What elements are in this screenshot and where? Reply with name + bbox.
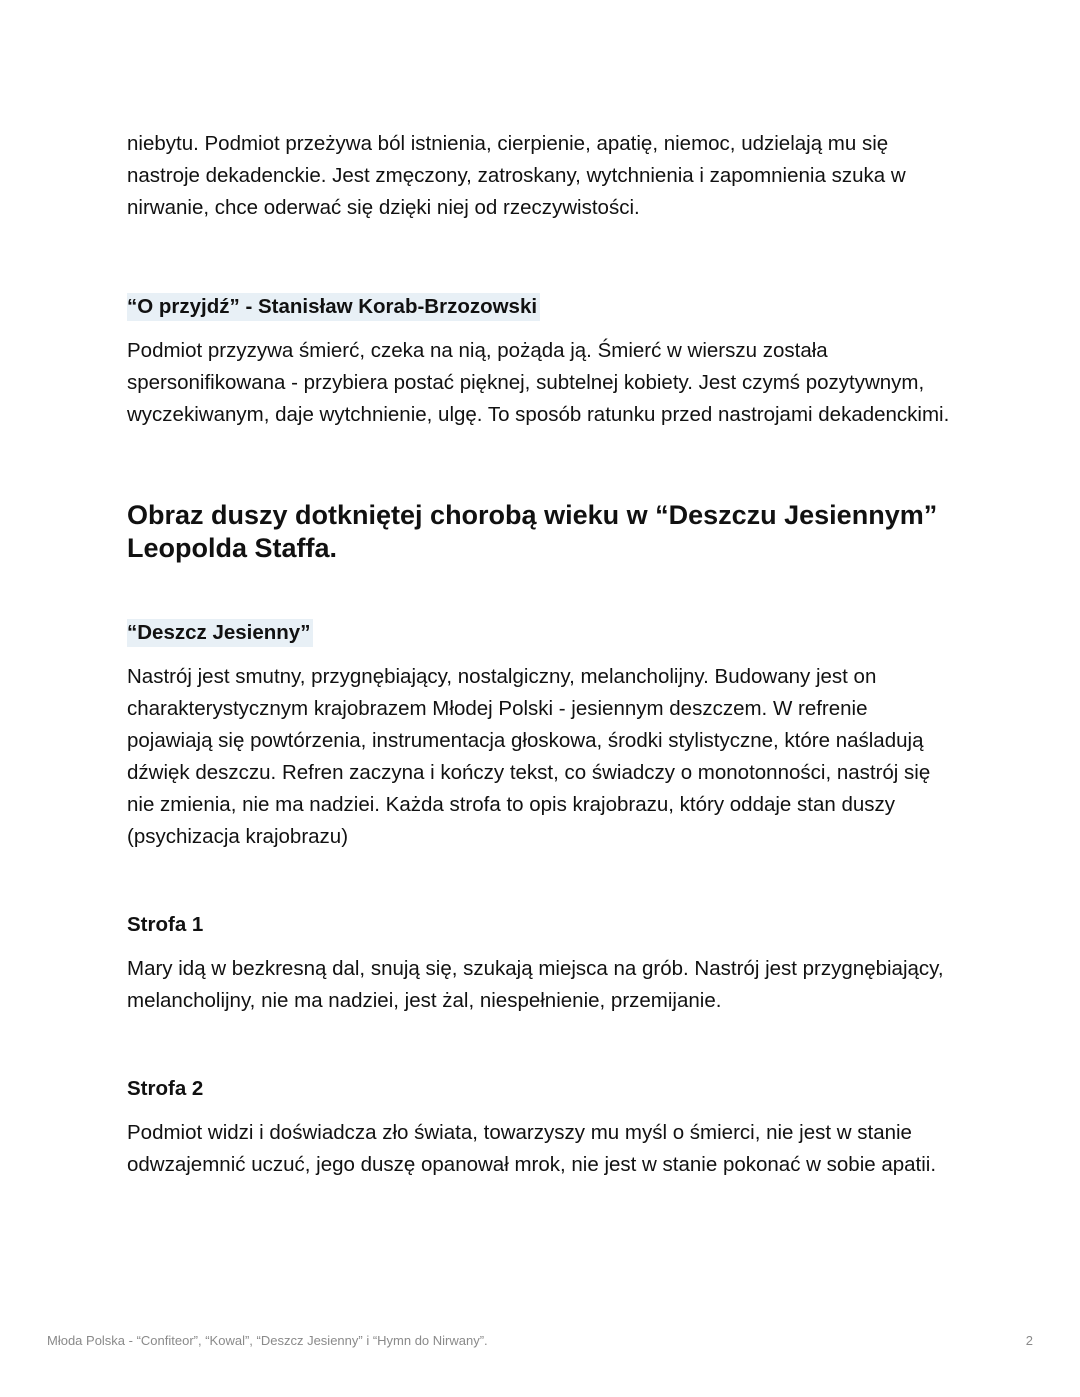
deszcz-jesienny-heading: “Deszcz Jesienny” — [127, 619, 313, 647]
page-footer — [47, 1333, 1033, 1348]
document-page — [127, 128, 957, 1181]
strofa-2-paragraph: Podmiot widzi i doświadcza zło świata, towarzyszy mu myśl o śmierci, nie jest w stanie odwzajemnić uczuć, jego duszę opanował mrok, nie jest w stanie pokonać w sobie apatii. — [127, 1121, 937, 1176]
strofa-1-heading: Strofa 1 — [127, 913, 204, 936]
o-przyjdz-heading: “O przyjdź” - Stanisław Korab-Brzozowski — [127, 293, 540, 321]
section-title: Obraz duszy dotkniętej chorobą wieku w “Deszczu Jesiennym” Leopolda Staffa. — [127, 500, 938, 563]
intro-paragraph: niebytu. Podmiot przeżywa ból istnienia, cierpienie, apatię, niemoc, udzielają mu się nastroje dekadenckie. Jest zmęczony, zatroskany, wytchnienia i zapomnienia szuka w nirwanie, chce oderwać się dzięki niej od rzeczywistości. — [127, 132, 906, 219]
strofa-2-heading: Strofa 2 — [127, 1077, 204, 1100]
page-number: 2 — [1025, 1333, 1033, 1348]
o-przyjdz-paragraph: Podmiot przyzywa śmierć, czeka na nią, pożąda ją. Śmierć w wierszu została spersonifikowana - przybiera postać pięknej, subtelnej kobiety. Jest czymś pozytywnym, wyczekiwanym, daje wytchnienie, ulgę. To sposób ratunku przed nastrojami dekadenckimi. — [127, 339, 950, 426]
footer-title: Młoda Polska - “Confiteor”, “Kowal”, “Deszcz Jesienny” i “Hymn do Nirwany”. — [47, 1333, 488, 1348]
deszcz-jesienny-paragraph: Nastrój jest smutny, przygnębiający, nostalgiczny, melancholijny. Budowany jest on charakterystycznym krajobrazem Młodej Polski - jesiennym deszczem. W refrenie pojawiają się powtórzenia, instrumentacja głoskowa, środki stylistyczne, które naśladują dźwięk deszczu. Refren zaczyna i kończy tekst, co świadczy o monotonności, nastrój się nie zmienia, nie ma nadziei. Każda strofa to opis krajobrazu, który oddaje stan duszy (psychizacja krajobrazu) — [127, 665, 931, 848]
strofa-1-paragraph: Mary idą w bezkresną dal, snują się, szukają miejsca na grób. Nastrój jest przygnębiający, melancholijny, nie ma nadziei, jest żal, niespełnienie, przemijanie. — [127, 957, 944, 1012]
